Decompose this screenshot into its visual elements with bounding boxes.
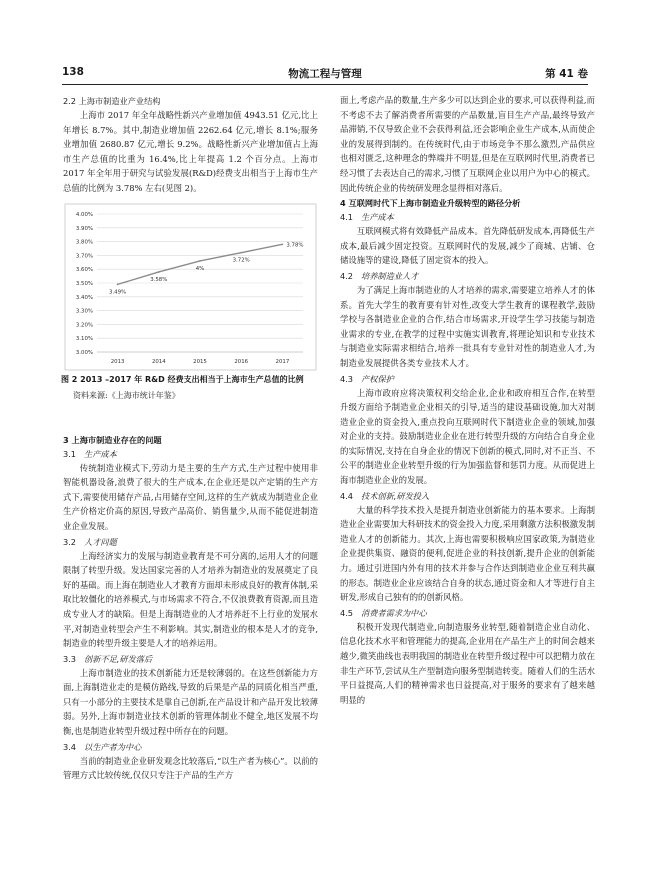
data-point — [117, 283, 119, 285]
data-point — [282, 243, 284, 245]
section-4-4-paragraph: 大量的科学技术投入是提升制造业创新能力的基本要求。上海制造业企业需要加大科研技术的资金投入力度,采用剩激方法积极激发制造业人才的创新能力。其次,上海也需要积极响应国家政策,为制造业企业提供集资、融资的便利,促进企业的科技创新,提升企业的创新能力。通过引进国内外有用的技术并参与合作达到制造业企业互利共赢的形态。制造业企业应该结合自身的状态,通过资金和人才等进行自主研发,形成自己独有的的创新风格。 — [340, 504, 595, 603]
data-label: 3.78% — [286, 241, 304, 248]
section-4-3-paragraph: 上海市政府应将决策权利交给企业,企业和政府相互合作,在转型升级方面给予制造业企业相关的引导,适当的建设基础设施,加大对制造业企业的资金投入,重点投向互联网时代下制造业企业的领域,加强对企业的支持。鼓励制造业企业在进行转型升级的方向结合自身企业的实际情况,支持在自身企业的情况下创新的模式,同时,对不正当、不公平的制造业企业转型升级的行为加强监督和惩罚力度。从而促进上海市制造业企业的发展。 — [340, 387, 595, 486]
data-point — [240, 251, 242, 253]
x-tick-label: 2016 — [234, 358, 249, 365]
right-column — [340, 93, 595, 707]
line-chart — [63, 202, 318, 372]
x-tick-label: 2015 — [193, 358, 207, 365]
x-tick-label: 2014 — [151, 358, 166, 365]
section-3-4-paragraph: 当前的制造业企业研发观念比较落后,“以生产者为核心”。以前的管理方式比较传统,仅仅只专注于产品的生产方 — [63, 755, 318, 781]
y-tick-label: 3.40% — [75, 294, 93, 301]
section-4-5-paragraph: 积极开发现代制造业,向制造服务业转型,随着制造企业自动化、信息化技术水平和管理能力的提高,企业用在产品生产上的时间会越来越少,微笑曲线也表明我国的制造业在转型升级过程中可以把精力放在非生产环节,尝试从生产型制造向服务型制造转变。随着人们的生活水平日益提高,人们的精神需求也日益提高,对于服务的要求有了越来越明显的 — [340, 621, 595, 705]
section-4-5-heading: 4.5 消费者需求为中心 — [340, 607, 427, 618]
data-point — [199, 260, 201, 262]
volume-label: 第 41 卷 — [545, 68, 588, 80]
y-tick-label: 3.50% — [75, 280, 93, 287]
section-2-2-heading: 2.2 上海市制造业产业结构 — [63, 96, 161, 106]
data-label: 3.58% — [150, 276, 168, 283]
y-tick-label: 3.10% — [75, 335, 93, 342]
section-2-2-paragraph: 上海市 2017 年全年战略性新兴产业增加值 4943.51 亿元,比上年增长 8.7%。其中,制造业增加值 2262.64 亿元,增长 8.1%;服务业增加值 2680.87 亿元,增长 9.2%。战略性新兴产业增加值占上海市生产总值的比重为 16.4%,比上年提高 1.2 个百分点。上海市 2017 年全年用于研究与试验发展(R&D)经费支出相当于上海市生产总值的比例为 3.78% 左右(见图 2)。 — [63, 110, 318, 193]
y-tick-label: 3.90% — [75, 225, 93, 232]
running-header — [62, 66, 588, 82]
section-3-2-paragraph: 上海经济实力的发展与制造业教育是不可分离的,运用人才的问题限制了转型升级。发达国家完善的人才培养为制造业的发展奠定了良好的基础。而上海在制造业人才教育方面却未形成良好的教育体制,采取比较僵化的培养模式,与市场需求不符合,不仅浪费教育资源,而且造成专业人才的缺陷。但是上海制造业的人才培养赶不上行业的发展水平,对制造业转型会产生不利影响。其实,制造业的根本是人才的竞争,制造业的转型升级主要是人才的培养运用。 — [63, 550, 318, 649]
left-column — [63, 93, 318, 783]
section-4-1-paragraph: 互联网模式将有效降低产品成本。首先降低研发成本,再降低生产成本,最后减少固定投资。互联网时代的发展,减少了商城、店铺、仓储设施等的建设,降低了固定资本的投入。 — [340, 226, 595, 266]
section-3-4-heading: 3.4 以生产者为中心 — [63, 741, 142, 752]
data-label: 3.72% — [232, 257, 250, 264]
header-rule — [62, 84, 588, 85]
y-tick-label: 3.60% — [75, 266, 93, 273]
y-tick-label: 3.30% — [75, 308, 93, 315]
journal-title: 物流工程与管理 — [288, 68, 362, 80]
figure-caption: 图 2 2013 –2017 年 R&D 经费支出相当于上海市生产总值的比例 — [61, 374, 304, 384]
section-3-2-heading: 3.2 人才问题 — [63, 536, 117, 547]
y-tick-label: 3.20% — [75, 321, 93, 328]
section-3-3-heading: 3.3 创新不足,研发落后 — [63, 653, 153, 664]
y-tick-label: 4.00% — [75, 211, 93, 218]
section-4-heading: 4 互联网时代下上海市制造业升级转型的路径分析 — [340, 198, 521, 209]
data-label: 4% — [195, 265, 205, 272]
x-tick-label: 2017 — [275, 358, 290, 365]
section-4-2-heading: 4.2 培养制造业人才 — [340, 270, 419, 281]
section-4-3-heading: 4.3 产权保护 — [340, 373, 394, 384]
data-label: 3.49% — [109, 288, 127, 295]
data-point — [158, 271, 160, 273]
section-4-2-paragraph: 为了满足上海市制造业的人才培养的需求,需要建立培养人才的体系。首先大学生的教育要有针对性,改变大学生教育的课程教学,鼓励学校与各制造业企业的合作,结合市场需求,开设学生学习技能与制造业需求的专业,在教学的过程中实施实训教育,将理论知识和专业技术与制造业实际需求相结合,培养一批具有专业针对性的制造业人才,为制造业发展提供各类专业技术人才。 — [340, 284, 595, 368]
section-3-heading: 3 上海市制造业存在的问题 — [63, 434, 162, 445]
y-tick-label: 3.70% — [75, 252, 93, 259]
y-tick-label: 3.00% — [75, 349, 93, 356]
x-tick-label: 2013 — [110, 358, 125, 365]
figure-source: 资料来源:《上海市统计年鉴》 — [73, 390, 180, 400]
section-4-1-heading: 4.1 生产成本 — [340, 212, 394, 223]
y-tick-label: 3.80% — [75, 239, 93, 246]
section-3-1-heading: 3.1 生产成本 — [63, 448, 117, 459]
section-3-1-paragraph: 传统制造业模式下,劳动力是主要的生产方式,生产过程中使用非智能机器设备,浪费了很大的生产成本,在企业还是以产定销的生产方式下,需要使用储存产品,占用储存空间,这样的生产就成为制造业企业生产价格定价高的原因,导致产品高价、销售量少,从而不能促进制造业企业发展。 — [63, 462, 318, 531]
figure-2 — [63, 196, 318, 432]
section-4-4-heading: 4.4 技术创新,研发投入 — [340, 490, 430, 501]
section-3-3-paragraph: 上海市制造业的技术创新能力还是较薄弱的。在这些创新能力方面,上海制造业走的是模仿路线,导致的后果是产品的同质化相当严重,只有一小部分的主要技术是靠自己创新,在产品设计和产品开发比较薄弱。另外,上海市制造业技术创新的管理体制业不健全,地区发展不均衡,也是制造业转型升级过程中所存在的问题。 — [63, 667, 318, 737]
continued-paragraph: 面上,考虑产品的数量,生产多少可以达到企业的要求,可以获得利益,而不考虑不去了解消费者所需要的产品数量,盲目生产产品,最终导致产品滞销,不仅导致企业不会获得利益,还会影响企业生产成本,从而使企业的发展得到制约。在传统时代,由于市场竞争不那么激烈,产品供应也相对匮乏,这种理念的弊端并不明显,但是在互联网时代里,消费者已经习惯了去表达自己的需求,习惯了互联网企业以用户为中心的模式。因此传统企业的传统研发理念显得相对落后。 — [340, 95, 595, 193]
page-number: 138 — [62, 66, 84, 78]
